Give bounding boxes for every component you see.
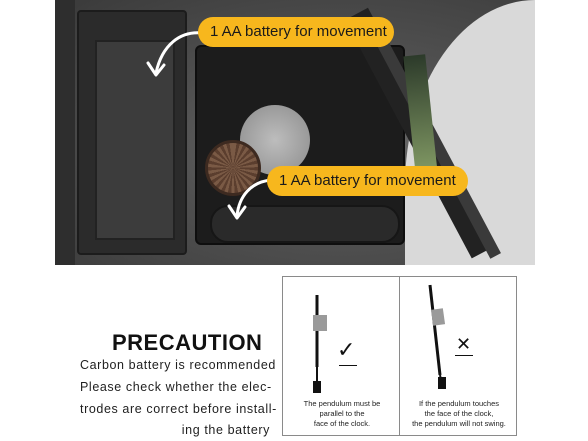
caption-line: If the pendulum touches <box>418 399 500 408</box>
precaution-line: ing the battery <box>181 423 270 437</box>
cross-icon: ✕ <box>456 334 472 354</box>
precaution-title: PRECAUTION <box>112 330 263 355</box>
caption-line: the face of the clock, <box>424 408 494 418</box>
caption-line: face of the clock. <box>313 418 371 428</box>
mark-underline <box>339 365 357 366</box>
caption-line: The pendulum must be <box>303 399 381 408</box>
photo-shadow <box>55 0 75 265</box>
diagram-incorrect <box>399 276 517 436</box>
diagram-caption <box>402 399 516 428</box>
mark-underline <box>455 355 473 356</box>
callout-battery-movement: 1 AA battery for movement <box>267 166 468 196</box>
diagram-caption <box>285 399 399 428</box>
precaution-line: trodes are correct before install- <box>80 402 277 416</box>
diagram-correct <box>282 276 400 436</box>
precaution-line: Carbon battery is recommended <box>80 358 276 372</box>
precaution-line: Please check whether the elec- <box>80 380 272 394</box>
caption-line: parallel to the <box>319 408 365 418</box>
caption-line: the pendulum will not swing. <box>412 418 506 428</box>
callout-battery-movement: 1 AA battery for movement <box>198 17 394 47</box>
check-icon: ✓ <box>337 337 356 362</box>
